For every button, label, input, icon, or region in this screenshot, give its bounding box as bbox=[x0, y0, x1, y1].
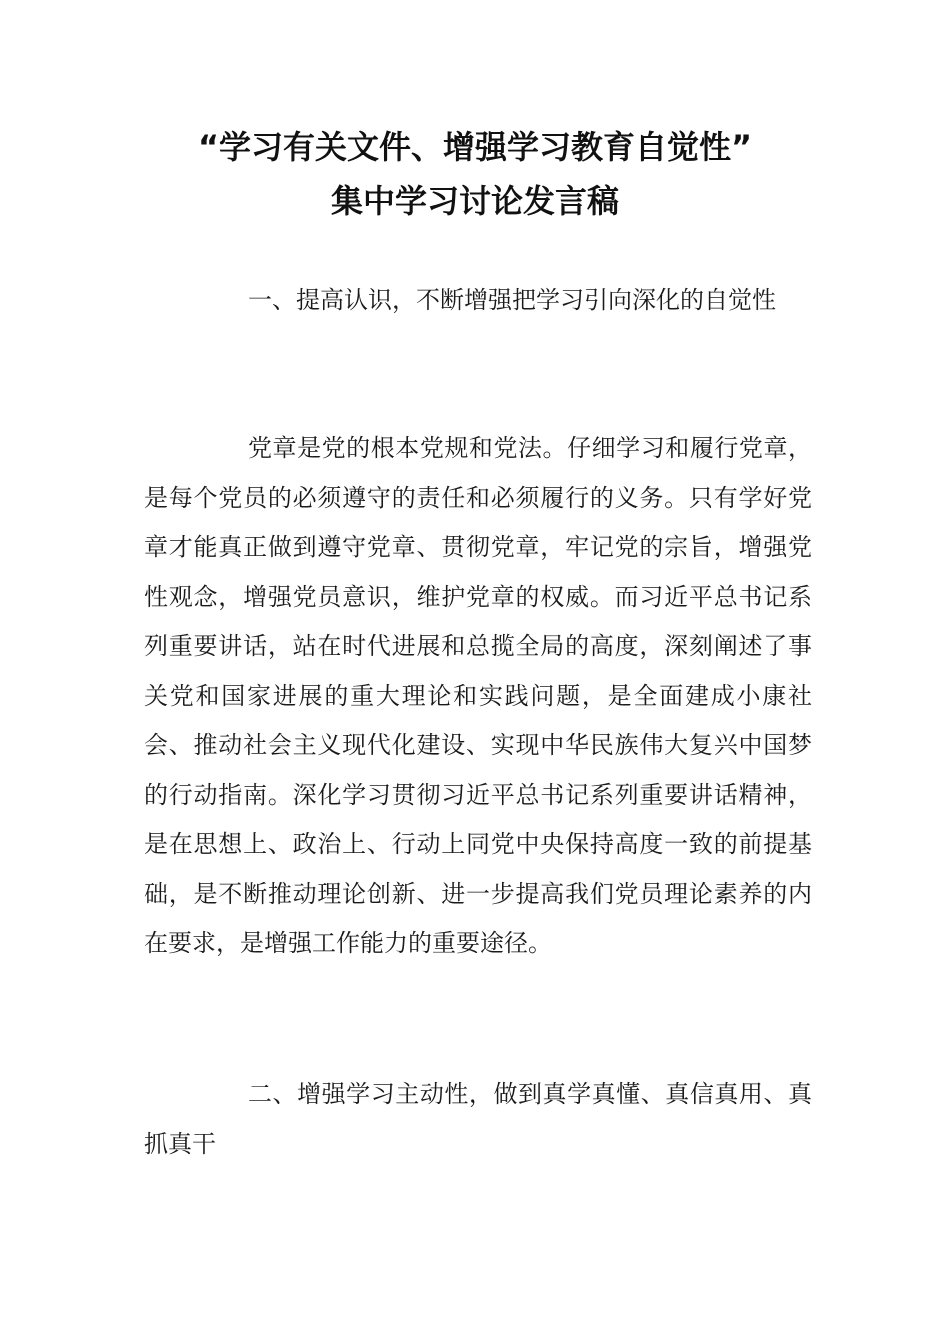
section-heading-2-text: 二、增强学习主动性，做到真学真懂、真信真用、真抓真干 bbox=[144, 1080, 812, 1158]
section-heading-1 bbox=[144, 276, 812, 326]
body-paragraph-1 bbox=[144, 424, 812, 969]
title-line-2: 集中学习讨论发言稿 bbox=[330, 182, 619, 220]
section-heading-2 bbox=[144, 1070, 812, 1169]
document-title bbox=[0, 120, 950, 228]
title-line-1: “学习有关文件、增强学习教育自觉性” bbox=[197, 128, 753, 166]
section-heading-1-text: 一、提高认识，不断增强把学习引向深化的自觉性 bbox=[248, 286, 776, 314]
body-paragraph-1-text: 党章是党的根本党规和党法。仔细学习和履行党章，是每个党员的必须遵守的责任和必须履行的义务。只有学好党章才能真正做到遵守党章、贯彻党章，牢记党的宗旨，增强党性观念，增强党员意识，维护党章的权威。而习近平总书记系列重要讲话，站在时代进展和总揽全局的高度，深刻阐述了事关党和国家进展的重大理论和实践问题，是全面建成小康社会、推动社会主义现代化建设、实现中华民族伟大复兴中国梦的行动指南。深化学习贯彻习近平总书记系列重要讲话精神，是在思想上、政治上、行动上同党中央保持高度一致的前提基础，是不断推动理论创新、进一步提高我们党员理论素养的内在要求，是增强工作能力的重要途径。 bbox=[144, 434, 812, 957]
